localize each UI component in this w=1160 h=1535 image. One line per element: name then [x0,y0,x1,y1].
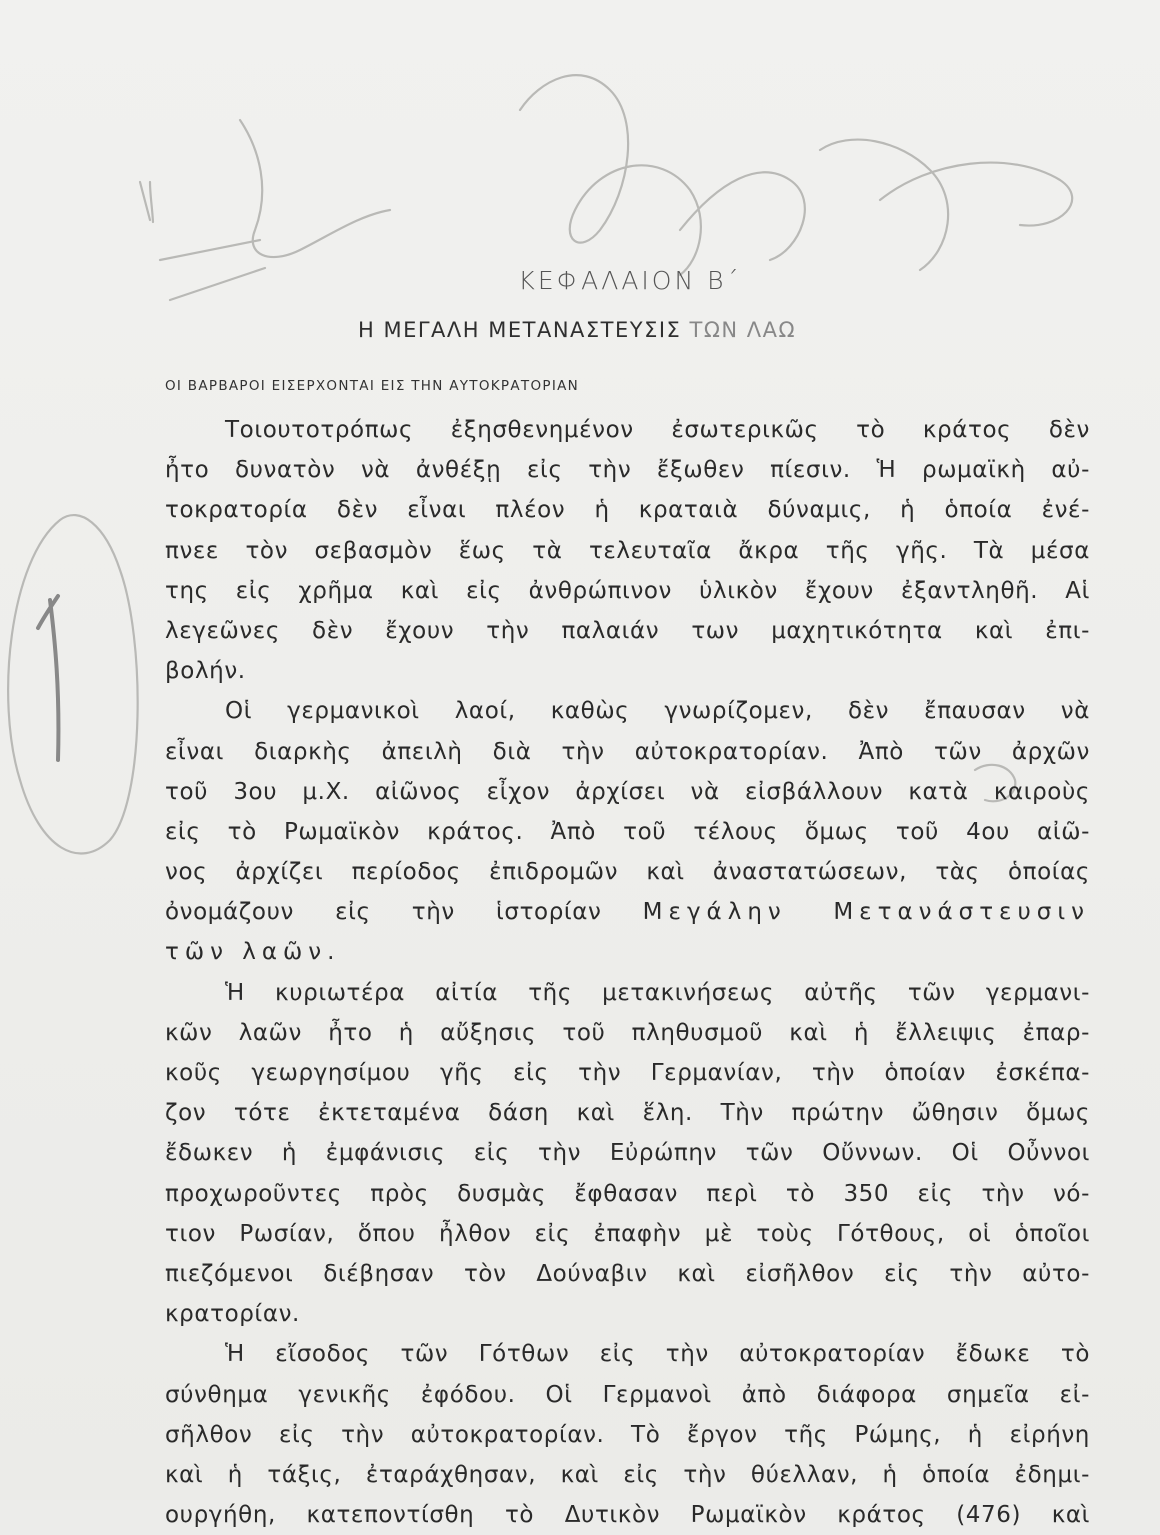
text-line: πνεε τὸν σεβασμὸν ἕως τὰ τελευταῖα ἄκρα τῆς γῆς. Τὰ μέσα [165,537,1090,564]
text-line: Τοιουτοτρόπως ἐξησθενημένον ἐσωτερικῶς τὸ κράτος δὲν [225,417,1090,443]
text-line: βολήν. [165,658,246,685]
text-line: της εἰς χρῆμα καὶ εἰς ἀνθρώπινον ὑλικὸν ἔχουν ἐξαντληθῆ. Αἱ [165,577,1090,604]
text-line: τιον Ρωσίαν, ὅπου ἦλθον εἰς ἐπαφὴν μὲ τοὺς Γότθους, οἱ ὁποῖοι [165,1220,1090,1247]
pencil-scribble [240,120,390,257]
text-line: λεγεῶνες δὲν ἔχουν τὴν παλαιάν των μαχητικότητα καὶ ἐπι- [165,617,1090,644]
text-line-start: ὀνομάζουν εἰς τὴν ἱστορίαν [165,899,602,926]
text-line: νος ἀρχίζει περίοδος ἐπιδρομῶν καὶ ἀναστατώσεων, τὰς ὁποίας [165,859,1090,886]
text-line: εἰς τὸ Ρωμαϊκὸν κράτος. Ἀπὸ τοῦ τέλους ὅμως τοῦ 4ου αἰῶ- [165,818,1090,845]
text-line: Οἱ γερμανικοὶ λαοί, καθὼς γνωρίζομεν, δὲν ἔπαυσαν νὰ [225,698,1090,725]
text-line: ἔδωκεν ἡ ἐμφάνισις εἰς τὴν Εὐρώπην τῶν Οὔννων. Οἱ Οὖννοι [165,1140,1090,1167]
text-line: τῶν λαῶν. [165,939,341,966]
text-line: κοῦς γεωργησίμου γῆς εἰς τὴν Γερμανίαν, τὴν ὁποίαν ἐσκέπα- [165,1060,1090,1086]
pencil-scribble [680,140,948,270]
chapter-title-main: Η ΜΕΓΑΛΗ ΜΕΤΑΝΑΣΤΕΥΣΙΣ [358,318,682,342]
chapter-heading: ΚΕΦΑΛΑΙΟΝ Β΄ [518,266,742,295]
text-line: ἦτο δυνατὸν νὰ ἀνθέξῃ εἰς τὴν ἔξωθεν πίεσιν. Ἡ ρωμαϊκὴ αὐ- [165,457,1090,484]
text-line: σῆλθον εἰς τὴν αὐτοκρατορίαν. Τὸ ἔργον τῆς Ρώμης, ἡ εἰρήνη [165,1421,1090,1448]
chapter-title [358,318,796,342]
body-text [165,410,1090,1535]
text-line [165,892,1090,932]
pencil-scribble [140,182,153,222]
text-line: κρατορίαν. [165,1301,300,1328]
text-line: τοκρατορία δὲν εἶναι πλέον ἡ κραταιὰ δύναμις, ἡ ὁποία ἐνέ- [165,497,1090,524]
spaced-phrase: Μεγάλην Μετανάστευσιν [642,899,1090,926]
chapter-title-faded: ΤΩΝ ΛΑΩ [689,318,797,342]
pencil-circle-mark [8,515,138,853]
text-line: σύνθημα γενικῆς ἐφόδου. Οἱ Γερμανοὶ ἀπὸ διάφορα σημεῖα εἰ- [165,1381,1090,1408]
text-line: προχωροῦντες πρὸς δυσμὰς ἔφθασαν περὶ τὸ 350 εἰς τὴν νό- [165,1180,1090,1207]
pencil-scribble [520,75,701,275]
text-line: Ἡ κυριωτέρα αἰτία τῆς μετακινήσεως αὐτῆς τῶν γερμανι- [225,979,1090,1006]
text-line: καὶ ἡ τάξις, ἐταράχθησαν, καὶ εἰς τὴν θύελλαν, ἡ ὁποία ἐδημι- [165,1461,1090,1488]
section-heading: ΟΙ ΒΑΡΒΑΡΟΙ ΕΙΣΕΡΧΟΝΤΑΙ ΕΙΣ ΤΗΝ ΑΥΤΟΚΡΑΤΟΡΙΑΝ [165,378,580,394]
text-line: εἶναι διαρκὴς ἀπειλὴ διὰ τὴν αὐτοκρατορίαν. Ἀπὸ τῶν ἀρχῶν [165,738,1090,765]
pencil-scribble [880,163,1072,226]
text-line: τοῦ 3ου μ.Χ. αἰῶνος εἶχον ἀρχίσει νὰ εἰσβάλλουν κατὰ καιροὺς [165,778,1090,805]
text-line: Ἡ εἴσοδος τῶν Γότθων εἰς τὴν αὐτοκρατορίαν ἔδωκε τὸ [225,1341,1090,1368]
pencil-numeral-one [38,596,58,760]
text-line: πιεζόμενοι διέβησαν τὸν Δούναβιν καὶ εἰσῆλθον εἰς τὴν αὐτο- [165,1260,1090,1287]
text-line: ουργήθη, κατεποντίσθη τὸ Δυτικὸν Ρωμαϊκὸν κράτος (476) καὶ [165,1502,1090,1529]
text-line: κῶν λαῶν ἦτο ἡ αὔξησις τοῦ πληθυσμοῦ καὶ ἡ ἔλλειψις ἐπαρ- [165,1019,1090,1046]
text-line: ζον τότε ἐκτεταμένα δάση καὶ ἕλη. Τὴν πρώτην ὤθησιν ὅμως [165,1100,1090,1127]
